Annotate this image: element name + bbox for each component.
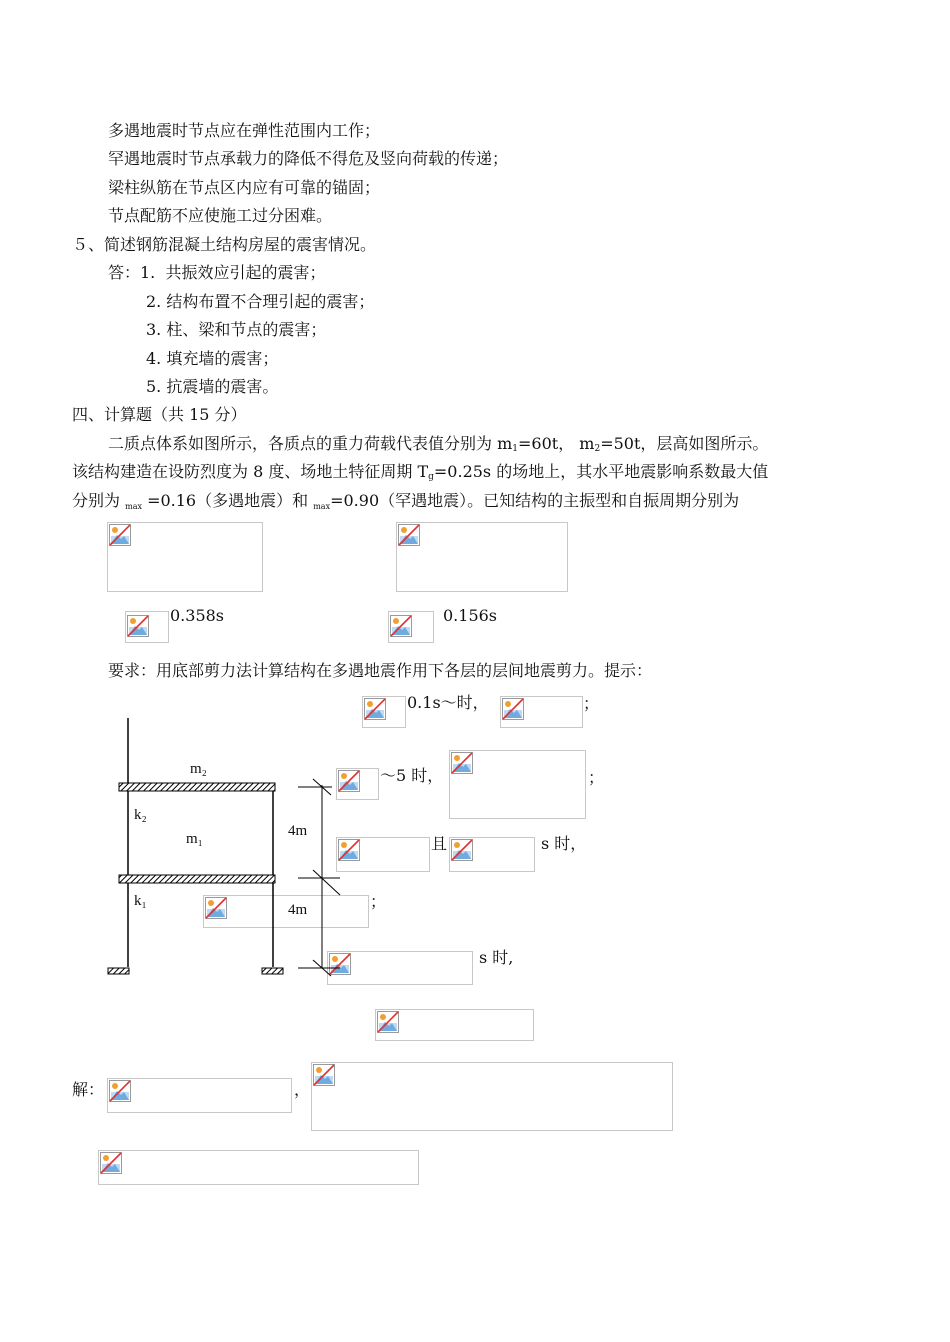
frame-drawing [100, 715, 360, 985]
paragraph-line [72, 462, 768, 487]
left-support [108, 968, 129, 974]
mode-shape-2-image [396, 522, 568, 592]
broken-image-icon [127, 615, 149, 637]
list-item: 梁柱纵筋在节点区内应有可靠的锚固； [108, 178, 381, 197]
subscript: 2 [594, 444, 601, 454]
punctuation: ； [370, 892, 387, 911]
subscript: g [428, 472, 434, 482]
mass-2-label: m₂ [190, 761, 207, 777]
hint-condition: s 时， [541, 834, 587, 853]
mode-shape-1-image [107, 522, 263, 592]
answer-prefix: 答：1. [108, 263, 156, 282]
text: =0.16（多遇地震）和 [147, 491, 309, 510]
stiffness-2-label: k₂ [134, 807, 147, 823]
broken-image-icon [451, 839, 473, 861]
text: =0.90（罕遇地震）。已知结构的主振型和自振周期分别为 [330, 491, 740, 510]
text: =60t， m [518, 434, 595, 453]
subscript: max [125, 502, 142, 511]
question-5-title: ５、简述钢筋混凝土结构房屋的震害情况。 [72, 235, 377, 254]
text: =0.25s 的场地上，其水平地震影响系数最大值 [433, 462, 769, 481]
hint-formula-image [375, 1009, 534, 1041]
answer-item: 4. 填充墙的震害； [146, 349, 279, 368]
punctuation: ， [294, 1080, 311, 1099]
answer-item: 2. 结构布置不合理引起的震害； [146, 292, 375, 311]
broken-image-icon [390, 615, 412, 637]
broken-image-icon [377, 1011, 399, 1033]
answer-line-1 [108, 263, 325, 283]
period-2-value: 0.156s [443, 606, 498, 625]
period-2-symbol-image [388, 611, 434, 643]
frame-diagram [100, 715, 360, 989]
answer-item: 3. 柱、梁和节点的震害； [146, 320, 327, 339]
list-item: 节点配筋不应使施工过分困难。 [108, 206, 333, 225]
paragraph-line [72, 491, 739, 517]
dimension-tick [313, 870, 340, 895]
subscript: 1 [512, 444, 518, 454]
upper-height-label: 4m [288, 823, 308, 839]
text: 该结构建造在设防烈度为 8 度、场地土特征周期 T [72, 462, 429, 481]
lower-height-label: 4m [288, 902, 308, 918]
solution-formula-image [107, 1078, 292, 1113]
period-1-symbol-image [125, 611, 169, 643]
period-1-value: 0.358s [170, 606, 225, 625]
broken-image-icon [109, 1080, 131, 1102]
solution-formula-image [98, 1150, 419, 1185]
broken-image-icon [364, 698, 386, 720]
text: 二质点体系如图所示，各质点的重力荷载代表值分别为 m [108, 434, 513, 453]
section-heading: 四、计算题（共 15 分） [72, 405, 247, 424]
hint-condition: 0.1s～时， [407, 693, 489, 712]
hint-formula-image [362, 696, 406, 728]
text: 分别为 [72, 491, 121, 510]
subscript: max [313, 502, 331, 511]
stiffness-1-label: k₁ [134, 893, 147, 909]
right-support [262, 968, 283, 974]
hint-formula-image [500, 696, 583, 728]
broken-image-icon [100, 1152, 122, 1174]
solution-formula-image [311, 1062, 673, 1131]
answer-item: 共振效应引起的震害； [165, 263, 326, 282]
list-item: 罕遇地震时节点承载力的降低不得危及竖向荷载的传递； [108, 149, 509, 168]
upper-slab [119, 783, 275, 791]
list-item: 多遇地震时节点应在弹性范围内工作； [108, 121, 381, 140]
hint-formula-image [449, 750, 586, 819]
mass-1-label: m₁ [186, 831, 203, 847]
hint-condition: s 时, [479, 948, 514, 967]
broken-image-icon [109, 524, 131, 546]
hint-condition: ～5 时， [380, 766, 444, 785]
text: =50t，层高如图所示。 [600, 434, 769, 453]
punctuation: ； [588, 768, 605, 787]
hint-conjunction: 且 [431, 834, 448, 853]
solution-label: 解： [72, 1080, 105, 1099]
broken-image-icon [502, 698, 524, 720]
answer-item: 5. 抗震墙的震害。 [146, 377, 279, 396]
broken-image-icon [451, 752, 473, 774]
lower-slab [119, 875, 275, 883]
broken-image-icon [398, 524, 420, 546]
paragraph-line [108, 434, 768, 459]
punctuation: ； [583, 694, 600, 713]
hint-formula-image [449, 837, 535, 872]
broken-image-icon [313, 1064, 335, 1086]
requirement-text: 要求：用底部剪力法计算结构在多遇地震作用下各层的层间地震剪力。提示： [108, 661, 653, 680]
